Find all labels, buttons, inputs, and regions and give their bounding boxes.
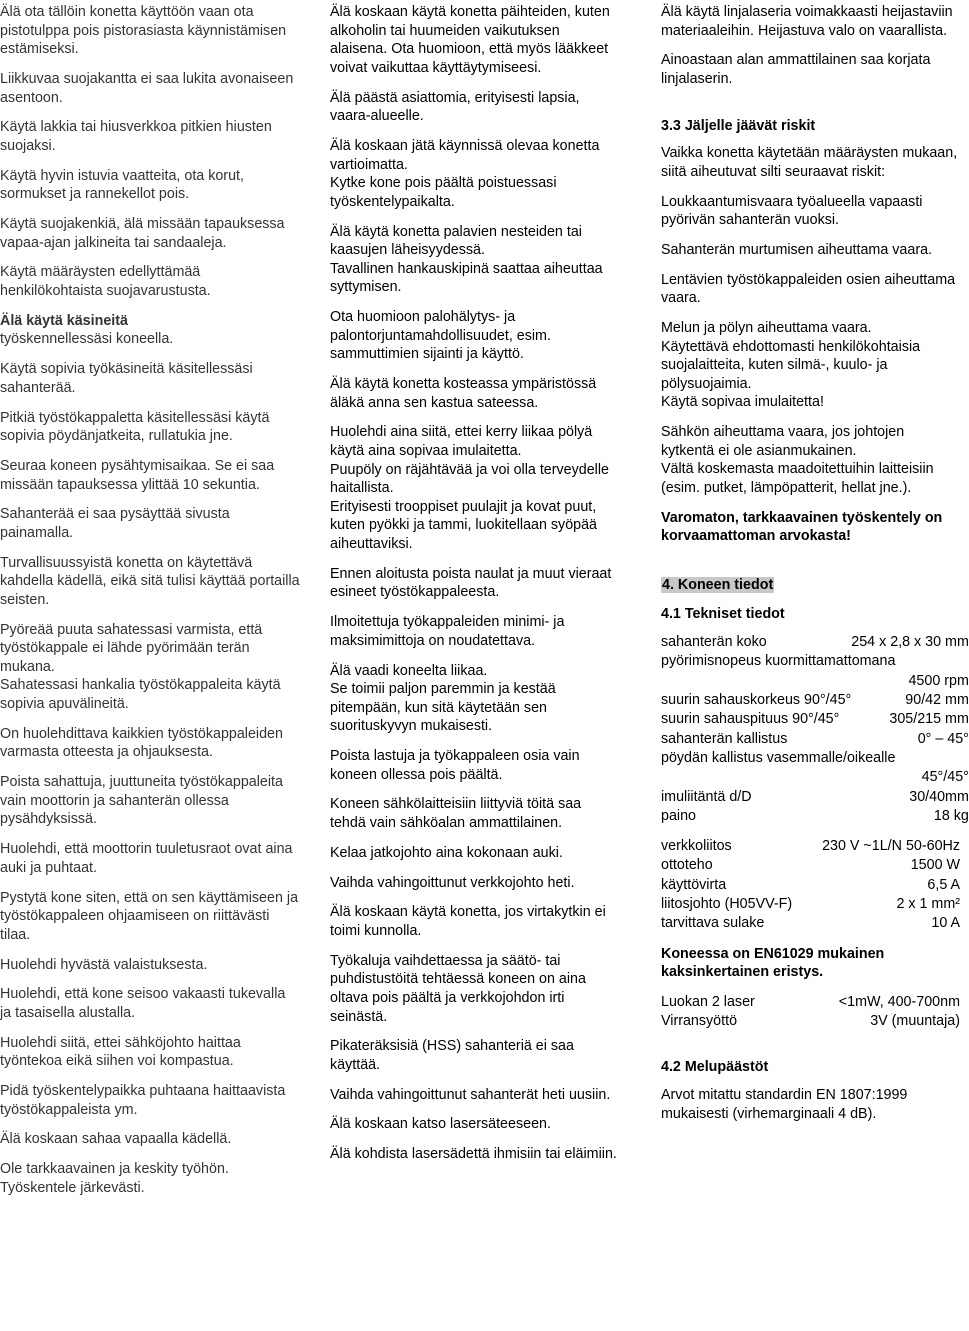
gloves-warning-rest: työskennellessäsi koneella.: [0, 331, 174, 348]
paragraph: Koneen sähkölaitteisiin liittyviä töitä saa tehdä vain sähköalan ammattilainen.: [330, 796, 582, 832]
paragraph: Poista lastuja ja työkappaleen osia vain koneen ollessa pois päältä.: [330, 748, 580, 783]
spec-row: [661, 710, 969, 729]
paragraph: Pyöreää puuta sahatessasi varmista, että työstökappale ei lähde pyörimään terän mukana. Sahatessasi hankalia työstökappaleita käytä sopivia apuvälineitä.: [0, 621, 281, 713]
spec-value: 2 x 1 mm²: [896, 896, 960, 913]
spec-row: [661, 730, 969, 749]
paragraph: Vaihda vahingoittunut sahanterät heti uusiin.: [330, 1086, 611, 1103]
paragraph: Huolehdi hyvästä valaistuksesta.: [0, 956, 208, 973]
paragraph: Älä kohdista lasersädettä ihmisiin tai eläimiin.: [330, 1146, 617, 1163]
paragraph: Sahanterää ei saa pysäyttää sivusta painamalla.: [0, 506, 230, 541]
spec-value: 45°/45°: [921, 769, 969, 786]
paragraph: On huolehdittava kaikkien työstökappaleiden varmasta otteesta ja ohjauksesta.: [0, 725, 283, 761]
column-3: [661, 3, 969, 1135]
spec-value: 18 kg: [933, 807, 969, 824]
spec-label: liitosjohto (H05VV-F): [661, 896, 793, 913]
laser-table: [661, 993, 960, 1032]
spec-table-2: [661, 837, 960, 933]
spec-row: [661, 1012, 960, 1031]
paragraph: Työkaluja vaihdettaessa ja säätö- tai puhdistustöitä tehtäessä koneen on aina oltava pois päältä ja verkkojohdon irti seinästä.: [330, 952, 586, 1025]
paragraph: Käytä sopivia työkäsineitä käsitellessäsi sahanterää.: [0, 361, 253, 396]
spec-label: paino: [661, 807, 696, 824]
spec-value: 305/215 mm: [889, 711, 969, 728]
paragraph: Ilmoitettuja työkappaleiden minimi- ja maksimimittoja on noudatettava.: [330, 614, 565, 649]
paragraph: Vaihda vahingoittunut verkkojohto heti.: [330, 874, 575, 891]
paragraph: Poista sahattuja, juuttuneita työstökappaleita vain moottorin ja sahanterän ollessa pysähdyksissä.: [0, 774, 283, 828]
paragraph: Älä koskaan käytä konetta päihteiden, kuten alkoholin tai huumeiden vaikutuksen alaisena. Ota huomioon, että myös lääkkeet voivat vaikuttaa käyttäytymiseesi.: [330, 4, 610, 76]
paragraph: Sähkön aiheuttama vaara, jos johtojen kytkentä ei ole asianmukainen. Vältä koskemasta maadoitettuihin laitteisiin (esim. putket, lämpöpatterit, hellat jne.).: [661, 424, 934, 496]
paragraph: Käytä lakkia tai hiusverkkoa pitkien hiusten suojaksi.: [0, 119, 272, 154]
paragraph: Älä koskaan katso lasersäteeseen.: [330, 1116, 551, 1133]
spec-row: [661, 788, 969, 807]
spec-row: [661, 895, 960, 914]
column-2: [330, 3, 620, 1175]
spec-table-1: [661, 633, 969, 826]
spec-label: käyttövirta: [661, 876, 727, 893]
paragraph: Huolehdi, että moottorin tuuletusraot ovat aina auki ja puhtaat.: [0, 841, 293, 876]
spec-value: 10 A: [931, 915, 960, 932]
spec-row: [661, 633, 969, 652]
paragraph: Älä käytä konetta kosteassa ympäristössä äläkä anna sen kastua sateessa.: [330, 376, 597, 411]
spec-row: [661, 652, 969, 671]
spec-value: 0° – 45°: [917, 730, 969, 747]
paragraph: Turvallisuussyistä konetta on käytettävä kahdella kädellä, eikä sitä tulisi käyttää portailla seisten.: [0, 554, 300, 608]
spec-label: Luokan 2 laser: [661, 993, 755, 1010]
section-3-3-heading: 3.3 Jäljelle jäävät riskit: [661, 117, 816, 134]
section-4-heading: [661, 576, 960, 595]
spec-label: sahanterän koko: [661, 634, 767, 651]
paragraph: Pitkiä työstökappaletta käsitellessäsi käytä sopivia pöydänjatkeita, rullatukia jne.: [0, 409, 270, 445]
section-4-heading-label: 4. Koneen tiedot: [662, 576, 774, 593]
spec-label: suurin sahauspituus 90°/45°: [661, 711, 840, 728]
spec-row: [661, 837, 960, 856]
spec-label: sahanterän kallistus: [661, 730, 788, 747]
paragraph: Älä koskaan sahaa vapaalla kädellä.: [0, 1131, 232, 1148]
spec-label: pyörimisnopeus kuormittamattomana: [661, 653, 896, 670]
spec-value: 1500 W: [910, 857, 960, 874]
paragraph: Pidä työskentelypaikka puhtaana haittaavista työstökappaleista ym.: [0, 1083, 286, 1118]
spec-row: [661, 749, 969, 768]
spec-value: 254 x 2,8 x 30 mm: [851, 634, 969, 651]
paragraph: Huolehdi, että kone seisoo vakaasti tukevalla ja tasaisella alustalla.: [0, 986, 286, 1021]
paragraph: Älä ota tällöin konetta käyttöön vaan ota pistotulppa pois pistorasiasta käynnistämisen estämiseksi.: [0, 4, 287, 58]
paragraph: Liikkuvaa suojakantta ei saa lukita avonaiseen asentoon.: [0, 70, 294, 106]
column-1: [0, 3, 300, 1209]
paragraph: Kelaa jatkojohto aina kokonaan auki.: [330, 844, 563, 861]
spec-row: [661, 672, 969, 691]
paragraph: Huolehdi siitä, ettei sähköjohto haittaa työntekoa eikä siihen voi kompastua.: [0, 1034, 241, 1070]
spec-row: [661, 856, 960, 875]
spec-row: [661, 691, 969, 710]
spec-value: 6,5 A: [927, 876, 960, 893]
paragraph: Älä vaadi koneelta liikaa. Se toimii paljon paremmin ja kestää pitempään, kun sitä käytetään sen suorituskyvyn mukaisesti.: [330, 662, 556, 735]
paragraph: Vaikka konetta käytetään määräysten mukaan, siitä aiheutuvat silti seuraavat riskit:: [661, 145, 958, 180]
paragraph: Käytä määräysten edellyttämää henkilökohtaista suojavarustusta.: [0, 264, 211, 300]
paragraph: Käytä suojakenkiä, älä missään tapauksessa vapaa-ajan jalkineita tai sandaaleja.: [0, 216, 285, 251]
paragraph: Käytä hyvin istuvia vaatteita, ota korut, sormukset ja rannekellot pois.: [0, 167, 244, 203]
spec-row: [661, 914, 960, 933]
paragraph: Loukkaantumisvaara työalueella vapaasti pyörivän sahanterän vuoksi.: [661, 193, 923, 229]
spec-label: ottoteho: [661, 857, 713, 874]
gloves-warning-bold: Älä käytä käsineitä: [0, 312, 128, 329]
paragraph: Lentävien työstökappaleiden osien aiheuttama vaara.: [661, 271, 956, 307]
paragraph: Ota huomioon palohälytys- ja palontorjuntamahdollisuudet, esim. sammuttimien sijainti ja käyttö.: [330, 309, 551, 363]
spec-value: <1mW, 400-700nm: [838, 993, 960, 1010]
gloves-warning: [0, 312, 300, 349]
spec-label: suurin sahauskorkeus 90°/45°: [661, 692, 852, 709]
paragraph: Melun ja pölyn aiheuttama vaara. Käytettävä ehdottomasti henkilökohtaisia suojalaitteita, kuten silmä-, kuulo- ja pölysuojaimia. Käytä sopivaa imulaitetta!: [661, 320, 921, 411]
spec-row: [661, 876, 960, 895]
paragraph: Pystytä kone siten, että on sen käyttämiseen ja työstökappaleen ohjaamiseen on riittävästi tilaa.: [0, 889, 299, 943]
paragraph: Älä koskaan jätä käynnissä olevaa konetta vartioimatta. Kytke kone pois päältä poistuessasi työskentelypaikalta.: [330, 137, 600, 210]
spec-label: imuliitäntä d/D: [661, 788, 752, 805]
spec-value: 30/40mm: [909, 788, 969, 805]
spec-value: 90/42 mm: [905, 692, 969, 709]
spec-value: 4500 rpm: [908, 672, 969, 689]
paragraph: Ole tarkkaavainen ja keskity työhön. Työskentele järkevästi.: [0, 1161, 229, 1196]
spec-value: 3V (muuntaja): [870, 1013, 960, 1030]
spec-value: 230 V ~1L/N 50-60Hz: [822, 838, 960, 855]
section-4-2-heading: 4.2 Melupäästöt: [661, 1058, 769, 1075]
section-4-1-heading: 4.1 Tekniset tiedot: [661, 605, 785, 622]
paragraph: Älä käytä linjalaseria voimakkaasti heijastaviin materiaaleihin. Heijastuva valo on vaarallista.: [661, 4, 953, 39]
insulation-text: Koneessa on EN61029 mukainen kaksinkertainen eristys.: [661, 945, 885, 981]
spec-label: tarvittava sulake: [661, 915, 765, 932]
paragraph: Älä koskaan käytä konetta, jos virtakytkin ei toimi kunnolla.: [330, 904, 606, 939]
paragraph: Sahanterän murtumisen aiheuttama vaara.: [661, 241, 932, 258]
spec-row: [661, 807, 969, 826]
paragraph: Ainoastaan alan ammattilainen saa korjata linjalaserin.: [661, 52, 931, 87]
warning-text: Varomaton, tarkkaavainen työskentely on korvaamattoman arvokasta!: [661, 509, 943, 545]
paragraph: Älä päästä asiattomia, erityisesti lapsia, vaara-alueelle.: [330, 89, 580, 125]
paragraph: Seuraa koneen pysähtymisaikaa. Se ei saa missään tapauksessa ylittää 10 sekuntia.: [0, 457, 275, 493]
spec-label: verkkoliitos: [661, 838, 732, 855]
spec-label: Virransyöttö: [661, 1013, 738, 1030]
spec-row: [661, 993, 960, 1012]
paragraph: Huolehdi aina siitä, ettei kerry liikaa pölyä käytä aina sopivaa imulaitetta. Puupöly on räjähtävää ja voi olla terveydelle haitallista. Erityisesti trooppiset puulajit ja kovat puut, kuten pyökki ja tammi, luokitellaan syöpää aiheuttaviksi.: [330, 424, 609, 552]
paragraph: Älä käytä konetta palavien nesteiden tai kaasujen läheisyydessä. Tavallinen hankauskipinä saattaa aiheuttaa syttymisen.: [330, 223, 603, 296]
paragraph: Pikateräksisiä (HSS) sahanteriä ei saa käyttää.: [330, 1038, 574, 1073]
paragraph: Arvot mitattu standardin EN 1807:1999 mukaisesti (virhemarginaali 4 dB).: [661, 1087, 908, 1122]
paragraph: Ennen aloitusta poista naulat ja muut vieraat esineet työstökappaleesta.: [330, 565, 612, 601]
spec-row: [661, 768, 969, 787]
spec-label: pöydän kallistus vasemmalle/oikealle: [661, 749, 896, 766]
